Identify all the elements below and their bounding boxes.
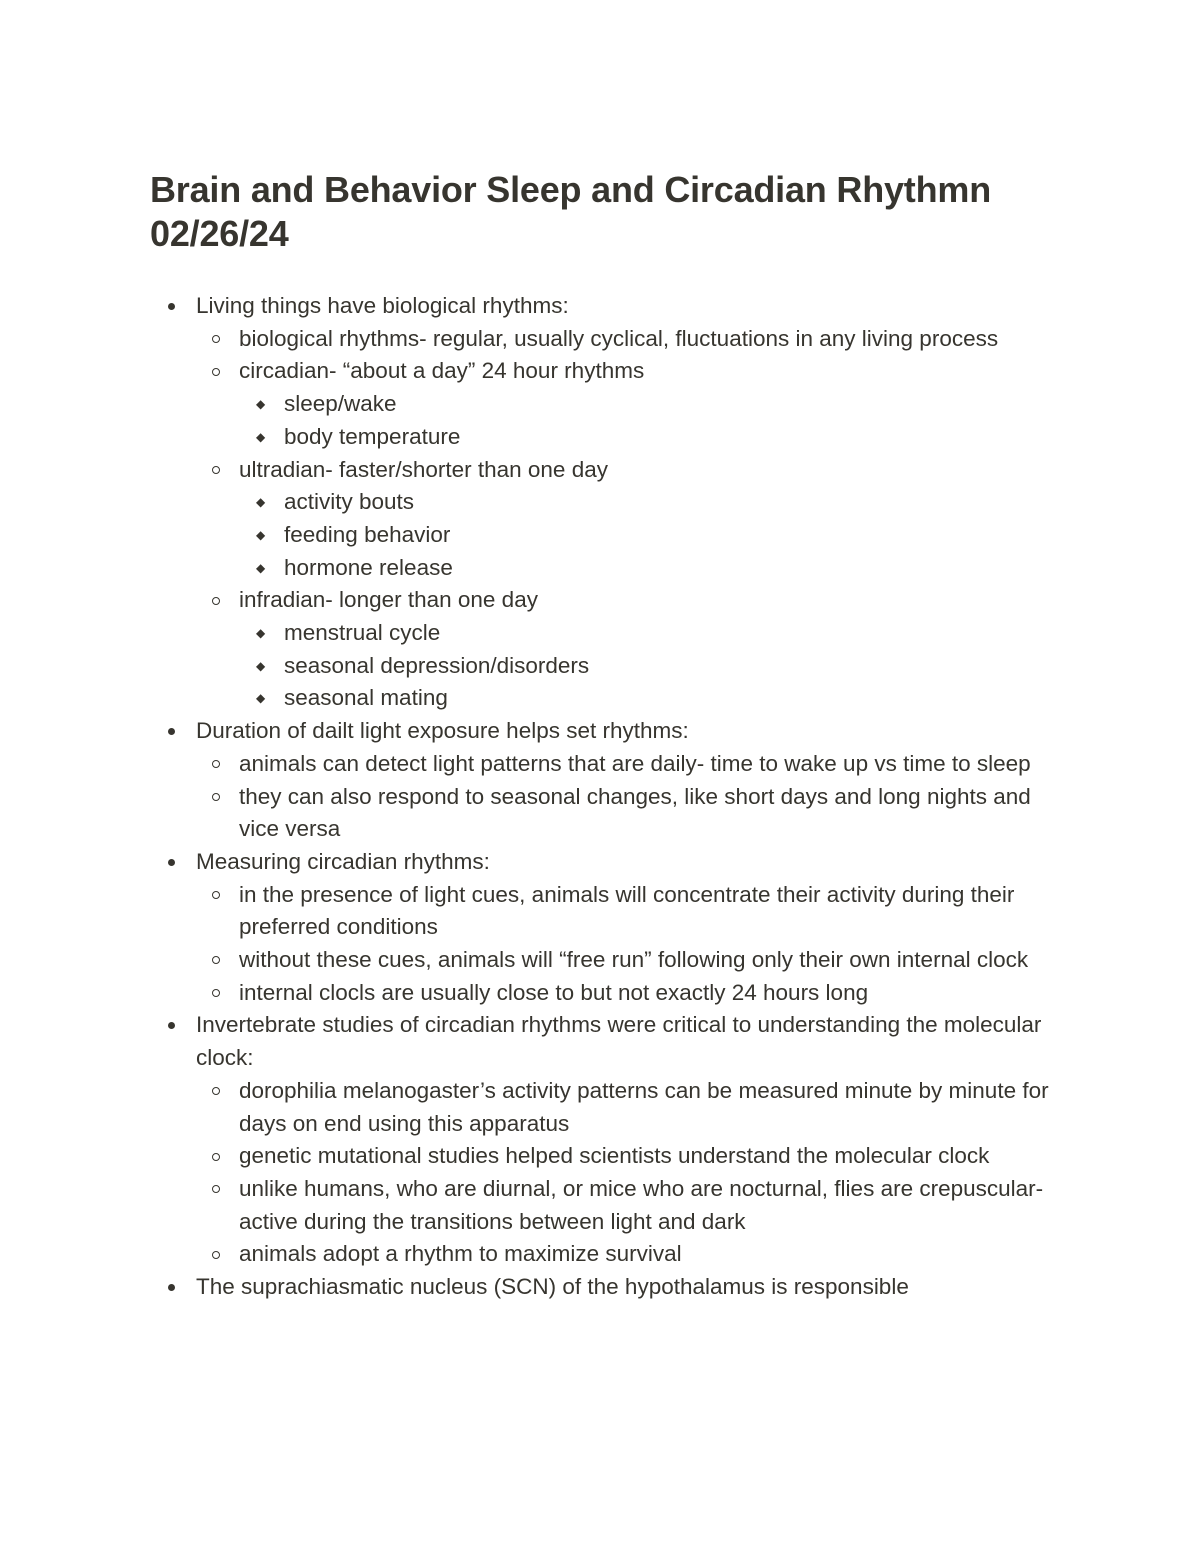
sub-list-item-text: infradian- longer than one day (239, 587, 538, 613)
circle-bullet-icon (212, 879, 222, 912)
sub-list-item (196, 584, 1050, 715)
sub-list-item (196, 879, 1050, 944)
sub-sub-list-item (239, 617, 1050, 650)
sub-list-item-text: animals can detect light patterns that are daily- time to wake up vs time to sleep (239, 750, 1031, 776)
sub-list (196, 748, 1050, 846)
sub-list-item (196, 748, 1050, 781)
sub-sub-list-item (239, 421, 1050, 454)
circle-bullet-icon (212, 355, 222, 388)
sub-list-item (196, 454, 1050, 585)
outline-list (150, 290, 1050, 1304)
sub-sub-list-item-text: body temperature (284, 423, 461, 449)
sub-list-item-text: biological rhythms- regular, usually cyclical, fluctuations in any living process (239, 325, 999, 351)
sub-sub-list-item-text: menstrual cycle (284, 620, 441, 646)
sub-list-item-text: dorophilia melanogaster’s activity patterns can be measured minute by minute for days on end using this apparatus (239, 1077, 1049, 1136)
sub-list-item (196, 944, 1050, 977)
diamond-bullet-icon: ◆ (256, 397, 266, 412)
page-title: Brain and Behavior Sleep and Circadian Rhythmn 02/26/24 (150, 169, 991, 254)
list-item (150, 1009, 1050, 1271)
sub-list-item (196, 1140, 1050, 1173)
diamond-bullet-icon: ◆ (256, 429, 266, 444)
disc-bullet-icon (168, 846, 176, 879)
sub-sub-list-item-text: hormone release (284, 554, 453, 580)
circle-bullet-icon (212, 1173, 222, 1206)
disc-bullet-icon (168, 715, 176, 748)
circle-bullet-icon (212, 977, 222, 1010)
sub-sub-list-item (239, 519, 1050, 552)
circle-bullet-icon (212, 1140, 222, 1173)
circle-bullet-icon (212, 781, 222, 814)
diamond-bullet-icon: ◆ (256, 658, 266, 673)
sub-list (196, 323, 1050, 715)
sub-list-item (196, 1173, 1050, 1238)
list-item-text: Invertebrate studies of circadian rhythms were critical to understanding the molecular clock: (196, 1012, 1042, 1071)
list-item (150, 1271, 1050, 1304)
sub-sub-list-item (239, 486, 1050, 519)
sub-sub-list (239, 388, 1050, 453)
sub-list-item-text: animals adopt a rhythm to maximize survival (239, 1241, 682, 1267)
circle-bullet-icon (212, 944, 222, 977)
sub-list (196, 879, 1050, 1010)
sub-list-item (196, 1075, 1050, 1140)
sub-sub-list (239, 617, 1050, 715)
sub-sub-list-item (239, 650, 1050, 683)
sub-list-item (196, 323, 1050, 356)
sub-list-item-text: unlike humans, who are diurnal, or mice who are nocturnal, flies are crepuscular- active during the transitions between light and dark (239, 1175, 1044, 1234)
sub-sub-list-item-text: seasonal depression/disorders (284, 652, 590, 678)
disc-bullet-icon (168, 1009, 176, 1042)
diamond-bullet-icon: ◆ (256, 527, 266, 542)
sub-sub-list-item (239, 552, 1050, 585)
sub-list-item-text: they can also respond to seasonal changes, like short days and long nights and vice versa (239, 783, 1031, 842)
list-item (150, 846, 1050, 1010)
diamond-bullet-icon: ◆ (256, 560, 266, 575)
sub-sub-list (239, 486, 1050, 584)
sub-list-item-text: genetic mutational studies helped scientists understand the molecular clock (239, 1143, 990, 1169)
list-item-text: The suprachiasmatic nucleus (SCN) of the hypothalamus is responsible (196, 1274, 909, 1300)
sub-list-item (196, 1238, 1050, 1271)
sub-list-item (196, 781, 1050, 846)
diamond-bullet-icon: ◆ (256, 495, 266, 510)
sub-sub-list-item-text: seasonal mating (284, 685, 448, 711)
sub-sub-list-item (239, 388, 1050, 421)
circle-bullet-icon (212, 1075, 222, 1108)
list-item (150, 290, 1050, 715)
sub-list-item-text: internal clocls are usually close to but not exactly 24 hours long (239, 979, 869, 1005)
circle-bullet-icon (212, 323, 222, 356)
sub-list-item (196, 977, 1050, 1010)
list-item-text: Measuring circadian rhythms: (196, 848, 490, 874)
document-page (150, 168, 1050, 1304)
sub-list-item-text: circadian- “about a day” 24 hour rhythms (239, 358, 645, 384)
sub-list-item-text: ultradian- faster/shorter than one day (239, 456, 608, 482)
disc-bullet-icon (168, 1271, 176, 1304)
diamond-bullet-icon: ◆ (256, 691, 266, 706)
sub-list-item-text: without these cues, animals will “free run” following only their own internal clock (239, 947, 1029, 973)
sub-list-item (196, 355, 1050, 453)
list-item (150, 715, 1050, 846)
list-item-text: Living things have biological rhythms: (196, 293, 569, 318)
disc-bullet-icon (168, 290, 176, 323)
sub-sub-list-item-text: feeding behavior (284, 521, 451, 547)
sub-sub-list-item (239, 682, 1050, 715)
circle-bullet-icon (212, 1238, 222, 1271)
sub-list (196, 1075, 1050, 1271)
circle-bullet-icon (212, 454, 222, 487)
diamond-bullet-icon: ◆ (256, 626, 266, 641)
sub-sub-list-item-text: sleep/wake (284, 391, 397, 417)
sub-sub-list-item-text: activity bouts (284, 489, 415, 515)
circle-bullet-icon (212, 748, 222, 781)
list-item-text: Duration of dailt light exposure helps set rhythms: (196, 718, 689, 744)
circle-bullet-icon (212, 584, 222, 617)
sub-list-item-text: in the presence of light cues, animals will concentrate their activity during their preferred conditions (239, 881, 1015, 940)
